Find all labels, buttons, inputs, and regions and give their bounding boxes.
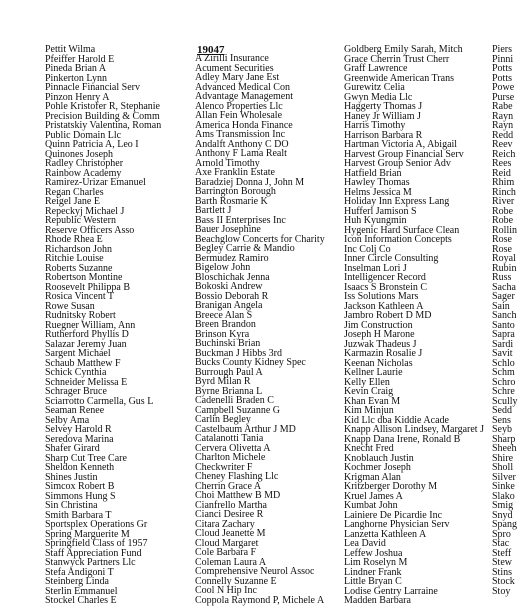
name-entry: Advanced Medical Con — [195, 81, 290, 93]
name-entry: Barrington Borough — [195, 186, 276, 197]
name-entry: Bermudez Ramiro — [195, 252, 269, 264]
name-entry: Lainiere De Picardie Inc — [344, 509, 443, 521]
name-entry: Schm — [492, 367, 515, 378]
name-entry: Keenan Nicholas — [344, 357, 413, 369]
name-entry: Haggerty Thomas J — [344, 101, 423, 112]
name-entry: Sportsplex Operations Gr — [45, 519, 148, 530]
name-entry: Hufferl Jamison S — [344, 205, 417, 217]
name-entry: Rose — [492, 234, 512, 245]
name-entry: Sacha — [492, 281, 516, 293]
name-entry: America Honda Finance — [195, 119, 293, 131]
name-entry: Joseph H Marone — [344, 329, 415, 340]
name-entry: Carlin Begley — [195, 414, 251, 425]
name-entry: Pfeiffer Harold E — [45, 53, 115, 65]
name-entry: Sciarrotto Carmella, Gus L — [45, 395, 154, 407]
name-entry: Intelligencer Record — [344, 272, 426, 283]
name-entry: Simcox Robert B — [45, 481, 115, 492]
name-entry: Sapra — [492, 329, 515, 340]
name-entry: Pinnacle Financial Serv — [45, 82, 140, 93]
name-entry: Simmons Hung S — [45, 490, 116, 502]
name-entry: Jambro Robert D MD — [344, 310, 432, 321]
name-entry: Purse — [492, 91, 515, 103]
name-entry: Sheldon Kenneth — [45, 462, 115, 473]
name-entry: Kumbat John — [344, 500, 398, 511]
name-entry: Bloschichak Jenna — [195, 271, 270, 283]
name-entry: Lim Roselyn M — [344, 557, 408, 568]
name-entry: Staff Appreciation Fund — [45, 547, 142, 559]
name-entry: Schlo — [492, 357, 515, 369]
name-entry: Breece Alan S — [195, 309, 253, 321]
name-entry: Hatfield Brian — [344, 167, 402, 179]
name-entry: Royal — [492, 253, 516, 264]
name-entry: Bokoski Andrew — [195, 281, 263, 292]
name-entry: Sain — [492, 300, 510, 312]
name-entry: Pinni — [492, 53, 514, 65]
name-entry: Stockel Charles E — [45, 595, 117, 606]
name-entry: Schro — [492, 376, 516, 388]
name-column-3 — [344, 45, 490, 606]
name-entry: Juzwak Thadeus J — [344, 338, 417, 350]
name-column-4 — [492, 45, 532, 596]
name-entry: Beachglow Concerts for Charity — [195, 233, 325, 245]
name-entry: Sharp — [492, 433, 516, 445]
name-entry: Russ — [492, 272, 512, 283]
name-entry: Lea David — [344, 538, 386, 549]
name-entry: Catalanotti Tania — [195, 433, 264, 444]
name-entry: Buchinski Brian — [195, 338, 261, 349]
name-entry: Rosica Vincent T — [45, 291, 115, 302]
name-entry: Rayn — [492, 110, 514, 122]
name-entry: Scully — [492, 395, 518, 407]
name-entry: Kelly Ellen — [344, 376, 390, 388]
name-entry: Seredova Marina — [45, 433, 114, 445]
name-entry: Gurewitz Celia — [344, 82, 405, 93]
name-entry: Helms Jessica M — [344, 186, 412, 198]
name-entry: Khan Evan M — [344, 395, 401, 407]
name-entry: Comprehensive Neurol Assoc — [195, 566, 315, 577]
name-entry: Hygenic Hard Surface Clean — [344, 224, 460, 236]
name-entry: Advantage Management — [195, 91, 294, 102]
name-entry: Sedd — [492, 405, 512, 416]
name-entry: Rabe — [492, 101, 513, 112]
name-entry: Robertson Montine — [45, 272, 123, 283]
name-entry: Bauer Josephine — [195, 224, 261, 235]
name-entry: Seyb — [492, 424, 512, 435]
name-entry: Pineda Brian A — [45, 63, 107, 74]
name-entry: Sholl — [492, 462, 514, 473]
name-entry: Robe — [492, 205, 514, 217]
name-entry: Leffew Joshua — [344, 547, 403, 559]
name-entry: Bucks County Kidney Spec — [195, 357, 306, 368]
name-entry: Breen Brandon — [195, 319, 256, 330]
name-entry: Cheney Flashing Llc — [195, 471, 279, 482]
name-entry: Isaacs S Bronstein C — [344, 281, 428, 293]
name-entry: Rowe Susan — [45, 300, 95, 312]
name-entry: Pristatskiy Valentina, Roman — [45, 120, 162, 131]
name-column-2 — [195, 54, 335, 605]
name-entry: Inc Colj Co — [344, 243, 391, 255]
name-entry: Sager — [492, 291, 515, 302]
name-entry: Reserve Officers Asso — [45, 224, 135, 236]
name-entry: Public Domain Llc — [45, 129, 122, 141]
name-entry: Pinkerton Lynn — [45, 72, 107, 84]
name-entry: Cole Barbara F — [195, 547, 257, 558]
name-entry: Adley Mary Jane Est — [195, 72, 280, 83]
name-entry: Anthony F Lama Realt — [195, 148, 287, 159]
name-entry: Sterlin Emmanuel — [45, 585, 118, 597]
name-entry: Springfield Class of 1957 — [45, 538, 148, 549]
name-entry: Sinke — [492, 481, 515, 492]
name-entry: Lodise Gentry Larraine — [344, 585, 438, 597]
name-entry: Stoy — [492, 585, 511, 597]
name-entry: Schaub Matthew F — [45, 357, 121, 369]
name-entry: Lindner Frank — [344, 566, 402, 578]
name-entry: Reid — [492, 167, 511, 179]
name-entry: Krigman Alan — [344, 471, 401, 483]
name-entry: Cherrin Grace A — [195, 480, 262, 492]
name-entry: Stew — [492, 557, 512, 568]
name-entry: Rose — [492, 243, 512, 255]
name-entry: Reich — [492, 148, 516, 160]
name-entry: Seaman Renee — [45, 405, 105, 416]
name-entry: Bass II Enterprises Inc — [195, 214, 286, 226]
name-entry: Bossio Deborah R — [195, 290, 269, 302]
name-entry: Knecht Fred — [344, 443, 394, 454]
name-entry: Rubin — [492, 262, 517, 274]
name-entry: Stac — [492, 538, 510, 549]
name-entry: Harvest Group Financial Serv — [344, 148, 464, 160]
name-entry: Selby Ama — [45, 414, 90, 426]
name-entry: Cloud Margaret — [195, 537, 259, 549]
name-entry: Piers — [492, 44, 512, 55]
name-entry: Iss Solutions Mars — [344, 291, 419, 302]
name-entry: Axe Franklin Estate — [195, 167, 275, 178]
name-entry: Byrd Milan R — [195, 376, 251, 387]
name-entry: Cianfrello Martha — [195, 499, 267, 511]
name-entry: Schre — [492, 386, 515, 397]
name-entry: Little Bryan C — [344, 576, 402, 587]
name-entry: Steinberg Linda — [45, 576, 109, 587]
name-entry: Ritchie Louise — [45, 253, 104, 264]
name-entry: Kritzberger Dorothy M — [344, 481, 438, 492]
name-entry: Regan Charles — [45, 186, 104, 198]
name-entry: Hartman Victoria A, Abigail — [344, 139, 458, 150]
name-entry: Byrne Brianna L — [195, 385, 263, 397]
name-entry: Checkwriter F — [195, 461, 253, 473]
name-entry: A Zirilli Insurance — [195, 53, 269, 64]
name-entry: Begley Carrie & Mandio — [195, 243, 295, 254]
name-entry: Slako — [492, 490, 515, 502]
name-entry: Karmazin Rosalie J — [344, 348, 423, 359]
name-entry: Holiday Inn Express Lang — [344, 196, 450, 207]
name-entry: Harris Timothy — [344, 120, 406, 131]
name-entry: Shire — [492, 452, 514, 464]
name-entry: Sharp Cut Tree Care — [45, 452, 127, 464]
section-heading: 19047 — [197, 44, 225, 56]
name-column-1 — [45, 45, 185, 606]
name-entry: Salazar Jeremy Juan — [45, 338, 127, 350]
name-entry: Pinzon Henry A — [45, 91, 110, 103]
name-entry: Quinn Patricia A, Leo I — [45, 139, 139, 150]
name-entry: Spring Marguerite M — [45, 528, 130, 540]
name-entry: Harvest Group Senior Adv — [344, 158, 451, 169]
name-entry: Alenco Properties Llc — [195, 100, 283, 112]
name-entry: Arnold Timothy — [195, 157, 260, 169]
name-entry: Baradziej Donna J, John M — [195, 176, 305, 188]
name-entry: Powe — [492, 82, 515, 93]
name-entry: Connelly Suzanne E — [195, 575, 277, 587]
name-entry: Madden Barbara — [344, 595, 411, 606]
name-entry: Choi Matthew B MD — [195, 490, 281, 501]
name-entry: Cool N Hip Inc — [195, 585, 257, 596]
name-entry: Langhorne Physician Serv — [344, 519, 450, 530]
name-entry: Schrager Bruce — [45, 386, 107, 397]
name-entry: Coleman Laura A — [195, 556, 267, 568]
name-entry: Radley Christopher — [45, 158, 124, 169]
name-entry: Silver — [492, 471, 516, 483]
name-entry: Hawley Thomas — [344, 177, 410, 188]
name-entry: Spang — [492, 519, 517, 530]
name-entry: Inner Circle Consulting — [344, 253, 439, 264]
name-entry: Redd — [492, 129, 514, 141]
name-entry: Potts — [492, 72, 513, 84]
name-entry: Pohle Kristofer R, Stephanie — [45, 101, 160, 112]
name-entry: Cadenelli Braden C — [195, 395, 274, 406]
name-entry: Haney Jr William J — [344, 110, 421, 122]
name-entry: Castelbaum Arthur J MD — [195, 423, 296, 435]
name-entry: Sin Christina — [45, 500, 98, 511]
name-entry: Sargent Michael — [45, 348, 111, 359]
name-entry: Robe — [492, 215, 514, 226]
name-entry: Rhim — [492, 177, 515, 188]
name-entry: Rinch — [492, 186, 516, 198]
name-entry: Burrough Paul A — [195, 366, 263, 378]
name-entry: Sheeh — [492, 443, 517, 454]
name-entry: Potts — [492, 63, 513, 74]
name-entry: Rutherford Phyllis D — [45, 329, 129, 340]
name-entry: Goldberg Emily Sarah, Mitch — [344, 44, 463, 55]
name-entry: Smith Barbara T — [45, 509, 112, 521]
name-entry: Rayn — [492, 120, 514, 131]
name-entry: Shines Justin — [45, 471, 98, 483]
name-entry: Ramirez-Urizar Emanuel — [45, 177, 146, 188]
name-entry: Icon Information Concepts — [344, 234, 452, 245]
name-entry: Branigan Angela — [195, 300, 263, 311]
name-entry: Barth Rosmarie K — [195, 195, 268, 207]
name-entry: Ruegner William, Ann — [45, 319, 136, 331]
name-entry: Knapp Dana Irene, Ronald B — [344, 433, 461, 445]
name-entry: Schick Cynthia — [45, 367, 107, 378]
name-entry: Knapp Allison Lindsey, Margaret J — [344, 424, 484, 435]
name-entry: Spro — [492, 528, 511, 540]
name-entry: Andalft Anthony C DO — [195, 138, 289, 150]
name-entry: Brinson Kyra — [195, 328, 250, 340]
name-entry: Coppola Raymond P, Michele A — [195, 594, 325, 606]
name-entry: Cervera Olivetta A — [195, 442, 271, 454]
name-entry: Kid Llc dba Kiddie Acade — [344, 414, 449, 426]
name-entry: Schneider Melissa E — [45, 376, 128, 388]
name-entry: Savit — [492, 348, 513, 359]
name-entry: Precision Building & Comm — [45, 110, 160, 122]
name-entry: Quinones Joseph — [45, 148, 114, 160]
name-entry: Kruel James A — [344, 490, 403, 502]
name-entry: Kim Minjun — [344, 405, 394, 416]
name-entry: Kellner Laurie — [344, 367, 403, 378]
name-entry: Rees — [492, 158, 512, 169]
name-entry: Kochmer Joseph — [344, 462, 411, 473]
name-entry: Bartlett J — [195, 205, 232, 216]
name-entry: Selvey Harold R — [45, 424, 112, 435]
name-entry: Snyd — [492, 509, 513, 521]
name-entry: Sardi — [492, 338, 514, 350]
name-entry: Greenwide American Trans — [344, 72, 454, 84]
name-entry: Acument Securities — [195, 62, 274, 74]
name-entry: Republic Western — [45, 215, 116, 226]
name-entry: Graff Lawrence — [344, 63, 408, 74]
name-entry: Roosevelt Philippa B — [45, 281, 130, 293]
name-entry: Stanwyck Partners Llc — [45, 557, 136, 568]
name-entry: Grace Cherrin Trust Cherr — [344, 53, 450, 65]
name-entry: Pettit Wilma — [45, 44, 96, 55]
name-entry: Steff — [492, 547, 512, 559]
name-entry: Repeckyj Michael J — [45, 205, 125, 217]
name-entry: Rainbow Academy — [45, 167, 122, 179]
name-entry: Campbell Suzanne G — [195, 404, 280, 416]
name-entry: Jackson Kathleen A — [344, 300, 424, 312]
name-entry: Sens — [492, 414, 511, 426]
name-entry: Cianci Desiree R — [195, 509, 264, 520]
name-entry: Kevin Craig — [344, 386, 394, 397]
name-entry: River — [492, 196, 515, 207]
name-entry: Rhode Rhea E — [45, 234, 103, 245]
name-entry: Buckman J Hibbs 3rd — [195, 347, 282, 359]
name-entry: Knoblauch Justin — [344, 452, 414, 464]
name-entry: Harrison Barbara R — [344, 129, 423, 141]
name-entry: Lanzetta Kathleen A — [344, 528, 427, 540]
name-entry: Santo — [492, 319, 515, 331]
name-entry: Smig — [492, 500, 514, 511]
name-entry: Rudnitsky Robert — [45, 310, 116, 321]
name-entry: Ams Transmission Inc — [195, 129, 286, 140]
name-entry: Citara Zachary — [195, 518, 255, 530]
name-entry: Cloud Jeanette M — [195, 528, 266, 539]
name-entry: Shafer Girard — [45, 443, 100, 454]
name-entry: Stefa Andigoni T — [45, 566, 114, 578]
name-entry: Allan Fein Wholesale — [195, 110, 283, 121]
name-entry: Jim Construction — [344, 319, 413, 331]
name-entry: Stins — [492, 566, 513, 578]
name-entry: Inselman Lori J — [344, 262, 407, 274]
name-entry: Roberts Suzanne — [45, 262, 113, 274]
name-entry: Huh Kyungmin — [344, 215, 407, 226]
name-entry: Rollin — [492, 224, 518, 236]
name-entry: Gwyn Media Llc — [344, 91, 413, 103]
name-entry: Richardson John — [45, 243, 112, 255]
name-entry: Stock — [492, 576, 515, 587]
name-entry: Sanch — [492, 310, 517, 321]
name-entry: Charlton Michele — [195, 452, 266, 463]
name-entry: Reev — [492, 139, 513, 150]
name-entry: Bigelow John — [195, 262, 251, 273]
name-entry: Reigel Jane E — [45, 196, 100, 207]
